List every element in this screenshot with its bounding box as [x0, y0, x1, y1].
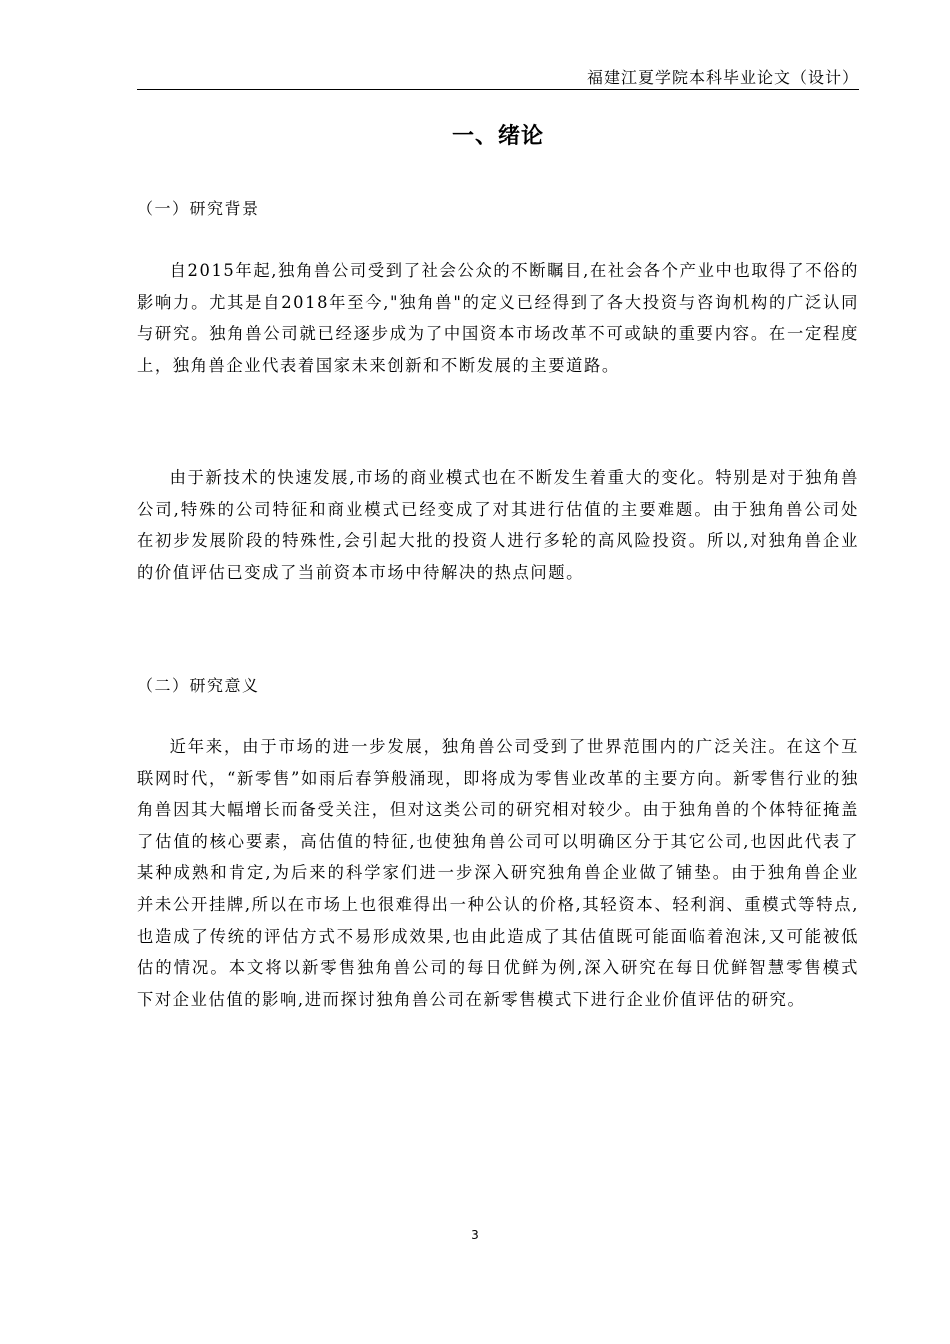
running-header: 福建江夏学院本科毕业论文（设计） [586, 68, 859, 87]
chapter-title: 一、绪论 [451, 124, 544, 149]
paragraph-background-1: 自2015年起,独角兽公司受到了社会公众的不断瞩目,在社会各个产业中也取得了不俗的影响力。尤其是自2018年至今,"独角兽"的定义已经得到了各大投资与咨询机构的广泛认同与研究。独角兽公司就已经逐步成为了中国资本市场改革不可或缺的重要内容。在一定程度上，独角兽企业代表着国家未来创新和不断发展的主要道路。 [137, 261, 859, 375]
page-number: 3 [471, 1228, 479, 1242]
paragraph-background-2: 由于新技术的快速发展,市场的商业模式也在不断发生着重大的变化。特别是对于独角兽公司,特殊的公司特征和商业模式已经变成了对其进行估值的主要难题。由于独角兽公司处在初步发展阶段的特殊性,会引起大批的投资人进行多轮的高风险投资。所以,对独角兽企业的价值评估已变成了当前资本市场中待解决的热点问题。 [137, 468, 859, 582]
section-heading-background: （一）研究背景 [137, 199, 260, 218]
section-heading-significance: （二）研究意义 [137, 676, 260, 695]
header-rule [137, 89, 859, 90]
paragraph-significance-1: 近年来，由于市场的进一步发展，独角兽公司受到了世界范围内的广泛关注。在这个互联网时代，“新零售”如雨后春笋般涌现，即将成为零售业改革的主要方向。新零售行业的独角兽因其大幅增长而备受关注，但对这类公司的研究相对较少。由于独角兽的个体特征掩盖了估值的核心要素，高估值的特征,也使独角兽公司可以明确区分于其它公司,也因此代表了某种成熟和肯定,为后来的科学家们进一步深入研究独角兽企业做了铺垫。由于独角兽企业并未公开挂牌,所以在市场上也很难得出一种公认的价格,其轻资本、轻利润、重模式等特点,也造成了传统的评估方式不易形成效果,也由此造成了其估值既可能面临着泡沫,又可能被低估的情况。本文将以新零售独角兽公司的每日优鲜为例,深入研究在每日优鲜智慧零售模式下对企业估值的影响,进而探讨独角兽公司在新零售模式下进行企业价值评估的研究。 [137, 737, 859, 1009]
